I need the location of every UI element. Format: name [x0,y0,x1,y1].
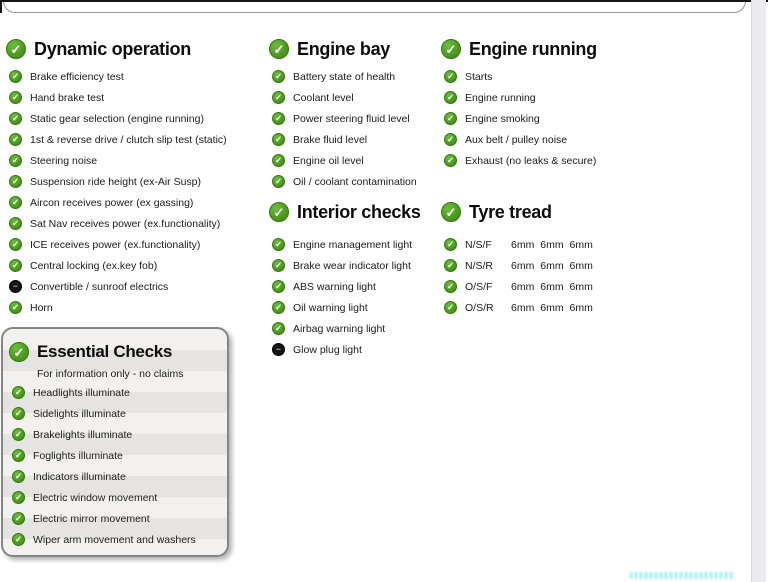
check-item [441,108,597,129]
item-label: Brakelights illuminate [33,428,133,441]
tread-depth-values: 6mm 6mm 6mm [511,301,593,314]
dash-icon: − [9,280,22,293]
section-engine-running [441,36,597,171]
check-item [9,529,227,550]
check-item [441,87,597,108]
section-header [441,36,597,62]
item-label: Suspension ride height (ex-Air Susp) [30,175,202,188]
check-item [6,150,227,171]
check-item [9,508,227,529]
check-item [6,66,227,87]
check-icon: ✓ [9,175,22,188]
check-icon: ✓ [12,512,25,525]
check-item [9,445,227,466]
check-icon: ✓ [444,70,457,83]
section-tyre-tread [441,199,593,318]
check-item [269,108,417,129]
item-label: Headlights illuminate [33,386,130,399]
panel-subtitle: For information only - no claims [37,367,184,380]
item-label: Power steering fluid level [293,112,410,125]
check-icon: ✓ [9,196,22,209]
dash-icon: − [272,343,285,356]
check-item [269,339,421,360]
check-item [269,318,421,339]
check-icon: ✓ [444,280,457,293]
check-item [269,234,421,255]
section-header [6,36,227,62]
check-item [6,234,227,255]
item-label: Exhaust (no leaks & secure) [465,154,597,167]
item-label: N/S/F [465,238,492,251]
tread-depth-values: 6mm 6mm 6mm [511,238,593,251]
check-icon: ✓ [9,238,22,251]
check-item [269,87,417,108]
check-item [6,276,227,297]
section-title: Dynamic operation [34,38,191,59]
item-label: Brake efficiency test [30,70,124,83]
item-label: Central locking (ex.key fob) [30,259,158,272]
check-icon: ✓ [444,91,457,104]
check-icon: ✓ [272,91,285,104]
item-label: N/S/R [465,259,494,272]
section-header [269,36,417,62]
check-item [269,150,417,171]
section-header [269,199,421,225]
check-item [9,424,227,445]
check-item [441,234,593,255]
item-label: Electric window movement [33,491,158,504]
check-icon: ✓ [9,342,29,362]
item-label: Brake fluid level [293,133,368,146]
left-border-notch [0,0,2,13]
check-item [6,129,227,150]
check-item [269,129,417,150]
checklist [441,234,593,318]
check-icon: ✓ [272,238,285,251]
section-title: Essential Checks [37,342,173,361]
item-label: Airbag warning light [293,322,386,335]
item-label: O/S/F [465,280,493,293]
check-icon: ✓ [12,470,25,483]
tread-depth-values: 6mm 6mm 6mm [511,280,593,293]
check-icon: ✓ [9,301,22,314]
check-item [441,276,593,297]
check-icon: ✓ [272,280,285,293]
item-label: Aux belt / pulley noise [465,133,568,146]
check-icon: ✓ [9,154,22,167]
item-label: 1st & reverse drive / clutch slip test (static) [30,133,227,146]
check-icon: ✓ [441,39,461,59]
check-icon: ✓ [272,112,285,125]
check-item [269,255,421,276]
item-label: Engine running [465,91,536,104]
top-border-line [0,0,768,2]
check-icon: ✓ [444,133,457,146]
item-label: Static gear selection (engine running) [30,112,204,125]
check-icon: ✓ [269,202,289,222]
item-label: O/S/R [465,301,494,314]
section-title: Engine bay [297,38,391,59]
item-label: ICE receives power (ex.functionality) [30,238,201,251]
check-item [6,108,227,129]
item-label: Indicators illuminate [33,470,126,483]
item-label: Starts [465,70,493,83]
item-label: Engine management light [293,238,413,251]
section-interior-checks [269,199,421,360]
check-icon: ✓ [272,133,285,146]
check-icon: ✓ [444,259,457,272]
check-icon: ✓ [444,238,457,251]
checklist [269,66,417,192]
check-item [6,297,227,318]
check-icon: ✓ [272,70,285,83]
item-label: ABS warning light [293,280,376,293]
item-label: Steering noise [30,154,98,167]
tread-depth-values: 6mm 6mm 6mm [511,259,593,272]
section-engine-bay [269,36,417,192]
check-item [269,297,421,318]
item-label: Engine smoking [465,112,540,125]
checklist [9,382,227,550]
checklist [6,66,227,318]
check-item [441,129,597,150]
section-header [441,199,593,225]
item-label: Oil / coolant contamination [293,175,417,188]
check-icon: ✓ [441,202,461,222]
check-item [441,255,593,276]
check-icon: ✓ [272,154,285,167]
item-label: Coolant level [293,91,354,104]
check-item [269,276,421,297]
check-item [441,150,597,171]
check-icon: ✓ [444,112,457,125]
item-label: Engine oil level [293,154,364,167]
check-icon: ✓ [272,322,285,335]
watermark [630,572,735,579]
check-icon: ✓ [12,386,25,399]
check-item [6,87,227,108]
item-label: Electric mirror movement [33,512,150,525]
item-label: Wiper arm movement and washers [33,533,196,546]
check-icon: ✓ [272,259,285,272]
check-item [9,403,227,424]
check-icon: ✓ [269,39,289,59]
section-title: Tyre tread [469,201,552,222]
check-item [9,382,227,403]
check-icon: ✓ [9,112,22,125]
check-item [269,171,417,192]
check-icon: ✓ [9,70,22,83]
check-icon: ✓ [272,175,285,188]
check-icon: ✓ [6,39,26,59]
item-label: Oil warning light [293,301,368,314]
check-item [6,192,227,213]
check-icon: ✓ [12,449,25,462]
check-icon: ✓ [9,217,22,230]
scrollbar-track[interactable] [751,0,766,582]
item-label: Sat Nav receives power (ex.functionality) [30,217,221,230]
check-icon: ✓ [9,133,22,146]
check-item [441,297,593,318]
check-icon: ✓ [272,301,285,314]
check-icon: ✓ [12,491,25,504]
item-label: Convertible / sunroof electrics [30,280,169,293]
check-item [6,213,227,234]
check-icon: ✓ [9,91,22,104]
section-title: Engine running [469,38,597,59]
checklist [441,66,597,171]
check-item [6,171,227,192]
item-label: Aircon receives power (ex gassing) [30,196,194,209]
check-icon: ✓ [12,407,25,420]
item-label: Glow plug light [293,343,362,356]
check-icon: ✓ [12,533,25,546]
section-dynamic-operation [6,36,227,318]
check-item [9,466,227,487]
check-item [441,66,597,87]
check-icon: ✓ [12,428,25,441]
section-header [9,339,227,365]
item-label: Battery state of health [293,70,396,83]
check-icon: ✓ [444,154,457,167]
check-icon: ✓ [9,259,22,272]
item-label: Brake wear indicator light [293,259,411,272]
check-item [269,66,417,87]
section-title: Interior checks [297,201,421,222]
item-label: Hand brake test [30,91,105,104]
item-label: Horn [30,301,53,314]
item-label: Foglights illuminate [33,449,123,462]
check-item [6,255,227,276]
checklist [269,234,421,360]
essential-checks-panel [1,327,229,557]
item-label: Sidelights illuminate [33,407,126,420]
check-icon: ✓ [444,301,457,314]
check-item [9,487,227,508]
